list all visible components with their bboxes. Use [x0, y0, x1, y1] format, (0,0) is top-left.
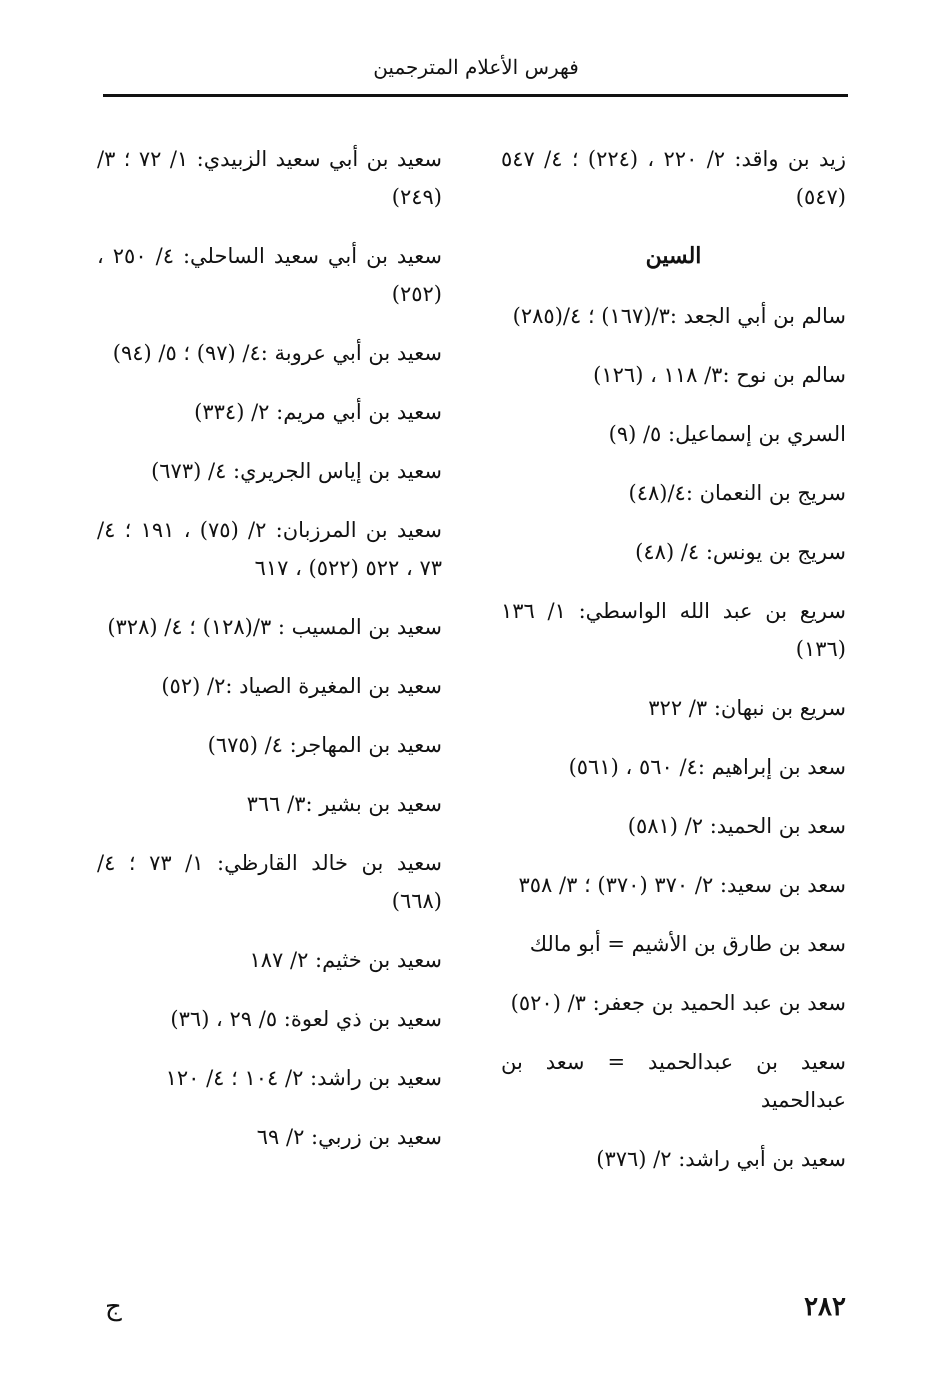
index-entry: سعيد بن خالد القارظي: ١/ ٧٣ ؛ ٤/ (٦٦٨) — [97, 851, 442, 913]
index-entry: سعيد بن بشير :٣/ ٣٦٦ — [246, 792, 442, 816]
index-entry: سعد بن طارق بن الأشيم = أبو مالك — [529, 932, 846, 956]
left-column — [97, 140, 442, 1177]
index-entry: سعيد بن عبدالحميد = سعد بن عبدالحميد — [501, 1050, 846, 1112]
index-entry: سعيد بن أبي سعيد الساحلي: ٤/ ٢٥٠ ، (٢٥٢) — [97, 244, 442, 306]
signature-mark: ج — [105, 1292, 122, 1322]
index-entry: سالم بن أبي الجعد :٣/(١٦٧) ؛ ٤/(٢٨٥) — [512, 304, 846, 328]
running-header: فهرس الأعلام المترجمين — [373, 55, 579, 79]
index-entry: سعيد بن المرزبان: ٢/ (٧٥) ، ١٩١ ؛ ٤/ ٧٣ ، ٥٢٢ (٥٢٢) ، ٦١٧ — [97, 518, 443, 580]
index-entry: زيد بن واقد: ٢/ ٢٢٠ ، (٢٢٤) ؛ ٤/ ٥٤٧ (٥٤٧) — [501, 147, 846, 209]
index-entry: سعيد بن راشد: ٢/ ١٠٤ ؛ ٤/ ١٢٠ — [165, 1066, 442, 1090]
index-entry: سعد بن سعيد: ٢/ ٣٧٠ (٣٧٠) ؛ ٣/ ٣٥٨ — [518, 873, 846, 897]
index-entry: سعيد بن أبي مريم: ٢/ (٣٣٤) — [194, 400, 442, 424]
index-entry: سريج بن يونس: ٤/ (٤٨) — [635, 540, 846, 564]
index-entry: سعد بن إبراهيم :٤/ ٥٦٠ ، (٥٦١) — [568, 755, 846, 779]
index-entry: سعيد بن خثيم: ٢/ ١٨٧ — [249, 948, 442, 972]
index-entry: سالم بن نوح :٣/ ١١٨ ، (١٢٦) — [593, 363, 846, 387]
index-entry: السري بن إسماعيل: ٥/ (٩) — [608, 422, 846, 446]
index-entry: سريج بن النعمان :٤/(٤٨) — [628, 481, 846, 505]
index-entry: سريع بن نبهان: ٣/ ٣٢٢ — [648, 696, 846, 720]
index-entry: سعيد بن أبي سعيد الزبيدي: ١/ ٧٢ ؛ ٣/ (٢٤٩) — [97, 147, 442, 209]
header-rule — [103, 94, 848, 97]
index-entry: سعيد بن أبي راشد: ٢/ (٣٧٦) — [596, 1147, 846, 1171]
index-entry: سعيد بن إياس الجريري: ٤/ (٦٧٣) — [151, 459, 442, 483]
index-entry: سعيد بن زربي: ٢/ ٦٩ — [256, 1125, 442, 1149]
index-entry: سريع بن عبد الله الواسطي: ١/ ١٣٦ (١٣٦) — [501, 599, 846, 661]
index-entry: سعيد بن المسيب : ٣/(١٢٨) ؛ ٤/ (٣٢٨) — [107, 615, 442, 639]
page-number: ٢٨٢ — [804, 1292, 846, 1322]
right-column — [501, 140, 846, 1199]
index-entry: سعيد بن المهاجر: ٤/ (٦٧٥) — [207, 733, 442, 757]
index-entry: سعد بن الحميد: ٢/ (٥٨١) — [627, 814, 846, 838]
index-entry: سعيد بن ذي لعوة: ٥/ ٢٩ ، (٣٦) — [170, 1007, 442, 1031]
section-heading: السين — [645, 243, 702, 269]
index-entry: سعد بن عبد الحميد بن جعفر: ٣/ (٥٢٠) — [510, 991, 846, 1015]
index-entry: سعيد بن المغيرة الصياد :٢/ (٥٢) — [161, 674, 442, 698]
index-entry: سعيد بن أبي عروبة :٤/ (٩٧) ؛ ٥/ (٩٤) — [112, 341, 442, 365]
